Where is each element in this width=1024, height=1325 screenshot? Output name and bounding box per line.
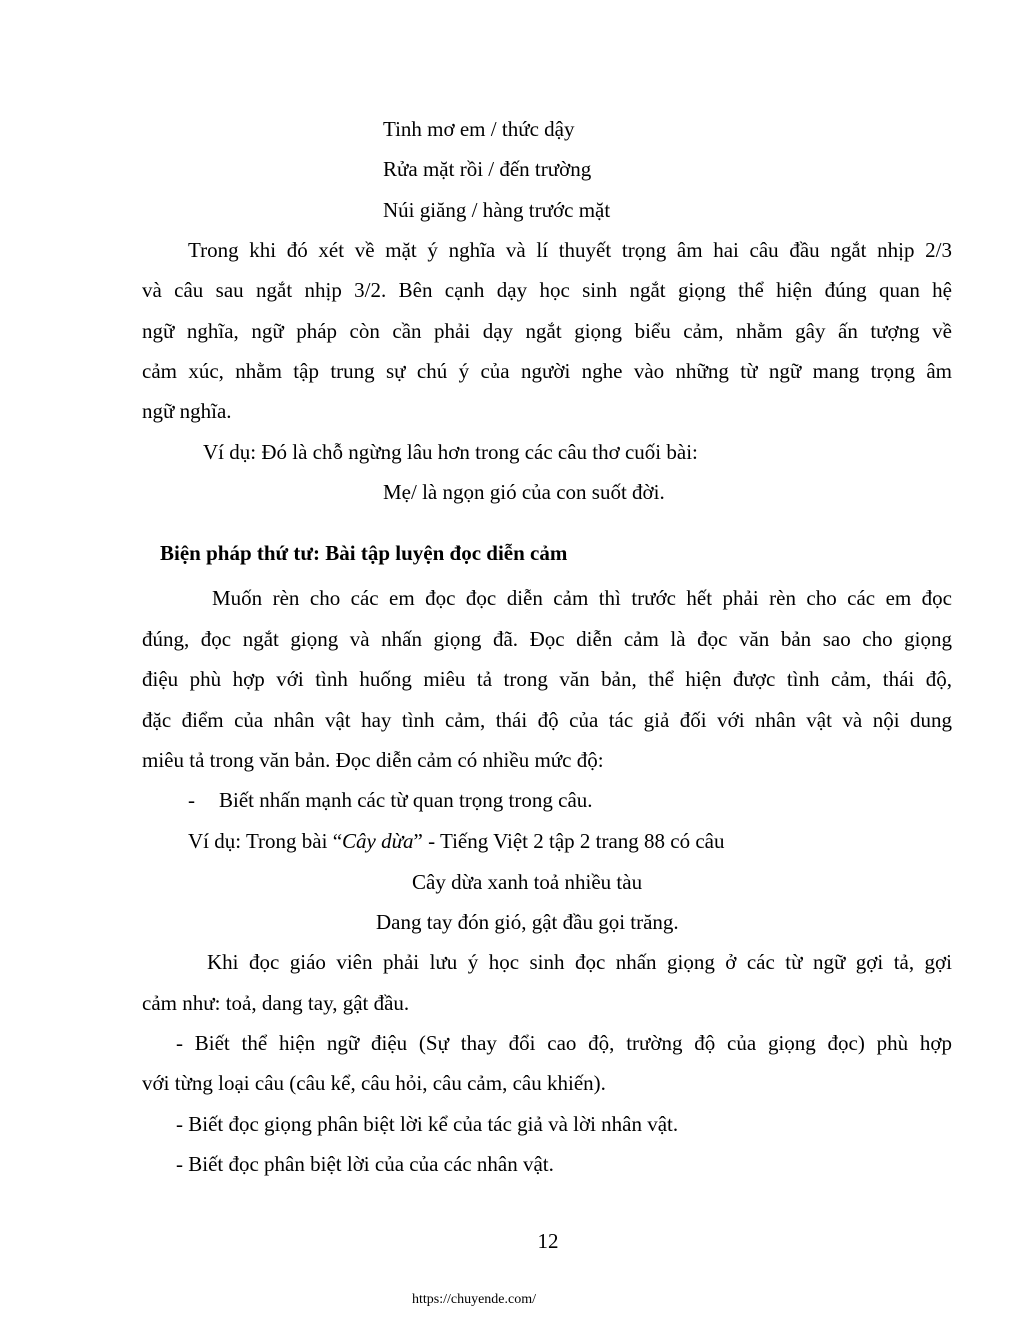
poem-title: Cây dừa [342,829,414,853]
paragraph-line: và câu sau ngắt nhịp 3/2. Bên cạnh dạy học sinh ngắt giọng thể hiện đúng quan hệ [142,278,952,302]
example-prefix: Ví dụ: Trong bài “ [188,829,343,853]
paragraph-line: đúng, đọc ngắt giọng và nhấn giọng đã. Đọc diễn cảm là đọc văn bản sao cho giọng [142,627,952,651]
verse-line: Cây dừa xanh toả nhiều tàu [412,870,643,894]
example-line [188,827,725,855]
verse-line: Tinh mơ em / thức dậy [383,117,575,141]
paragraph-line: ngữ nghĩa. [142,399,232,423]
verse-line: Rửa mặt rồi / đến trường [383,157,592,181]
paragraph-line: - Biết thể hiện ngữ điệu (Sự thay đổi cao độ, trường độ của giọng đọc) phù hợp [176,1031,952,1055]
paragraph-line: Trong khi đó xét về mặt ý nghĩa và lí thuyết trọng âm hai câu đầu ngắt nhịp 2/3 [188,238,952,262]
verse-line: Núi giăng / hàng trước mặt [383,198,611,222]
bullet-dash: - [188,788,195,812]
paragraph-line: đặc điểm của nhân vật hay tình cảm, thái độ của tác giả đối với nhân vật và nội dung [142,708,952,732]
verse-line: Mẹ/ là ngọn gió của con suốt đời. [383,480,665,504]
example-suffix: ” - Tiếng Việt 2 tập 2 trang 88 có câu [413,829,725,853]
page-number: 12 [537,1229,559,1253]
footer-url-link[interactable]: https://chuyende.com/ [411,1292,537,1307]
verse-line: Dang tay đón gió, gật đầu gọi trăng. [376,910,679,934]
example-line: Ví dụ: Đó là chỗ ngừng lâu hơn trong các câu thơ cuối bài: [203,440,698,464]
paragraph-line: ngữ nghĩa, ngữ pháp còn cần phải dạy ngắt giọng biểu cảm, nhằm gây ấn tượng về [142,319,952,343]
paragraph-line: Khi đọc giáo viên phải lưu ý học sinh đọc nhấn giọng ở các từ ngữ gợi tả, gợi [207,950,952,974]
paragraph-line: Muốn rèn cho các em đọc đọc diễn cảm thì trước hết phải rèn cho các em đọc [212,586,952,610]
paragraph-line: cảm xúc, nhằm tập trung sự chú ý của người nghe vào những từ ngữ mang trọng âm [142,359,952,383]
paragraph-line: cảm như: toả, dang tay, gật đầu. [142,991,410,1015]
section-heading: Biện pháp thứ tư: Bài tập luyện đọc diễn cảm [160,541,568,565]
bullet-text: Biết nhấn mạnh các từ quan trọng trong câu. [219,788,593,812]
paragraph-line: điệu phù hợp với tình huống miêu tả trong văn bản, thể hiện được tình cảm, thái độ, [142,667,952,691]
paragraph-line: - Biết đọc giọng phân biệt lời kể của tác giả và lời nhân vật. [176,1112,679,1136]
paragraph-line: miêu tả trong văn bản. Đọc diễn cảm có nhiều mức độ: [142,748,604,772]
paragraph-line: với từng loại câu (câu kể, câu hỏi, câu cảm, câu khiến). [142,1071,606,1095]
paragraph-line: - Biết đọc phân biệt lời của của các nhân vật. [176,1152,554,1176]
